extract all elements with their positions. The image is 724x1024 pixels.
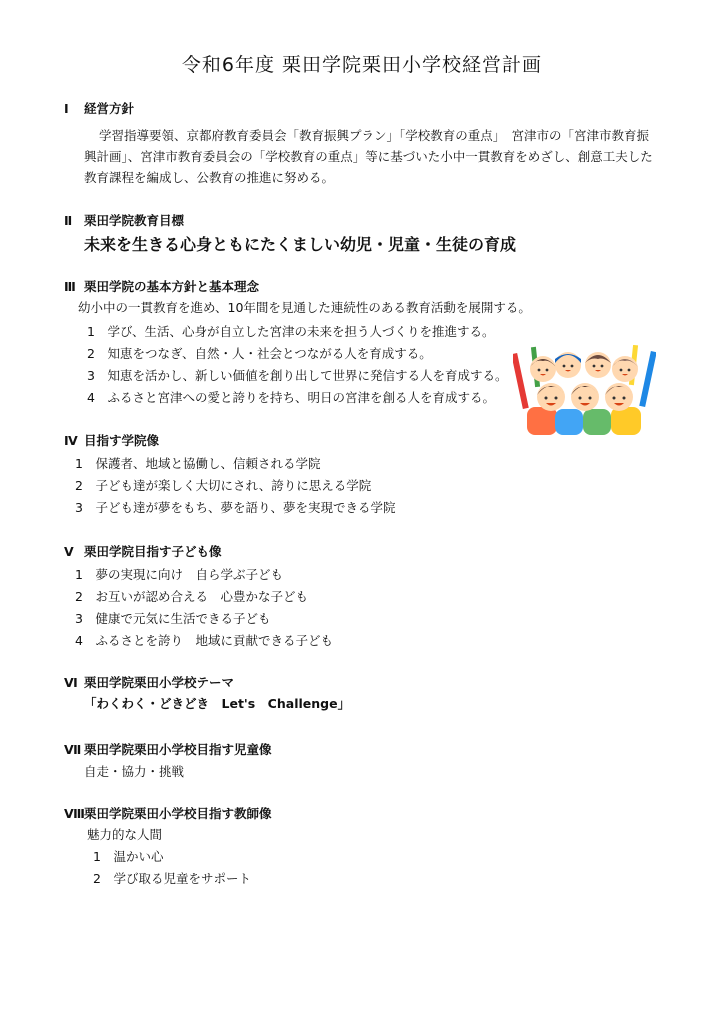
list-item: 4 ふるさとを誇り 地域に貢献できる子ども [75,633,333,648]
list-item: 1 夢の実現に向け 自ら学ぶ子ども [75,567,283,582]
section-2-heading: Ⅱ 栗田学院教育目標 [64,213,185,228]
section-4-heading: Ⅳ 目指す学院像 [64,433,160,448]
children-illustration [513,345,656,437]
list-item: 1 温かい心 [93,849,164,864]
section-1-body: 学習指導要領、京都府教育委員会「教育振興プラン」「学校教育の重点」 宮津市の「宮津市教育振興計画」、宮津市教育委員会の「学校教育の重点」等に基づいた小中一貫教育をめざし、創意工夫した教育課程を編成し、公教育の推進に努める。 [84,128,653,185]
list-item: 2 学び取る児童をサポート [93,871,251,886]
page-title: 令和6年度 栗田学院栗田小学校経営計画 [181,54,543,76]
school-motto: 未来を生きる心身ともにたくましい幼児・児童・生徒の育成 [84,235,517,254]
section-5-heading: Ⅴ 栗田学院目指す子ども像 [64,544,222,559]
list-item: 3 知恵を活かし、新しい価値を創り出して世界に発信する人を育成する。 [87,368,508,383]
section-3-heading: Ⅲ 栗田学院の基本方針と基本理念 [64,279,260,294]
section-7-heading: Ⅶ 栗田学院栗田小学校目指す児童像 [64,742,272,757]
section-8-text: 魅力的な人間 [87,827,163,842]
list-item: 2 子ども達が楽しく大切にされ、誇りに思える学院 [75,478,372,493]
list-item: 2 お互いが認め合える 心豊かな子ども [75,589,308,604]
school-theme: 「わくわく・どきどき Let's Challenge」 [84,696,351,711]
section-1-heading: Ⅰ 経営方針 [64,101,135,116]
list-item: 1 保護者、地域と協働し、信頼される学院 [75,456,321,471]
section-3-intro: 幼小中の一貫教育を進め、10年間を見通した連続性のある教育活動を展開する。 [78,300,531,315]
list-item: 1 学び、生活、心身が自立した宮津の未来を担う人づくりを推進する。 [87,324,495,339]
section-6-heading: Ⅵ 栗田学院栗田小学校テーマ [64,675,235,690]
list-item: 3 健康で元気に生活できる子ども [75,611,271,626]
list-item: 4 ふるさと宮津への愛と誇りを持ち、明日の宮津を創る人を育成する。 [87,390,495,405]
section-7-text: 自走・協力・挑戦 [84,764,185,779]
list-item: 3 子ども達が夢をもち、夢を語り、夢を実現できる学院 [75,500,396,515]
section-8-heading: Ⅷ栗田学院栗田小学校目指す教師像 [64,806,272,821]
list-item: 2 知恵をつなぎ、自然・人・社会とつながる人を育成する。 [87,346,432,361]
